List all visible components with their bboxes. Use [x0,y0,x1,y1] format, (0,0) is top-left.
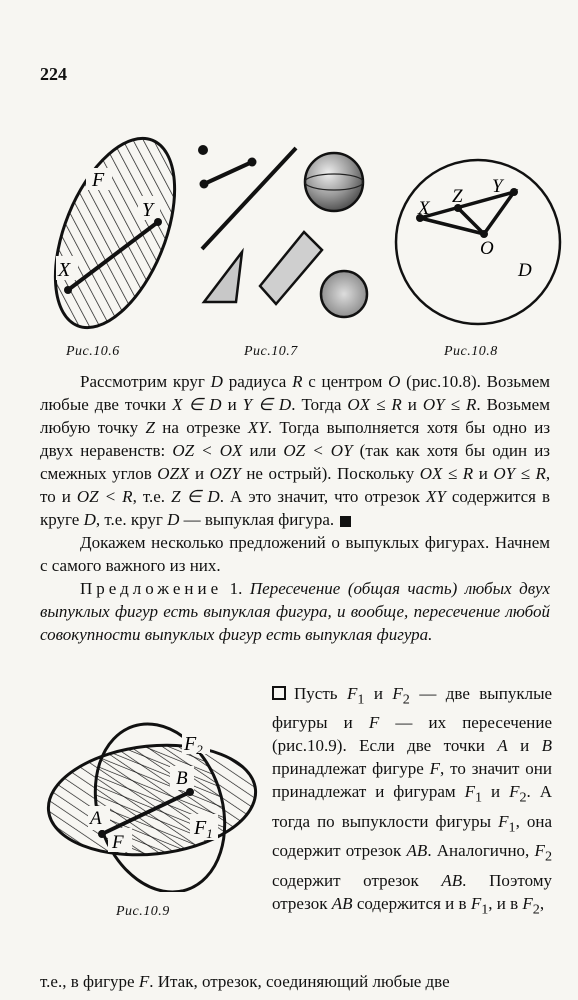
label-f1: $F_1$ [194,817,213,841]
triangle-shape [204,252,242,302]
label-d8: D [518,260,532,281]
label-z8: Z [452,186,463,207]
label-f2: $F_2$ [184,733,203,757]
triangle-xyo [420,192,514,234]
caption-fig-10-8: Рис.10.8 [444,344,498,359]
proposition-1: Предложение 1. Пересечение (общая часть) любых двух выпуклых фигур есть выпуклая фигура, и вообще, пересечение любой совокупности выпуклых фигур есть выпуклая фигура. [40,579,550,644]
caption-fig-10-7: Рис.10.7 [244,344,298,359]
label-f: F [92,169,105,191]
disk-shape [321,271,367,317]
label-x8: X [418,198,430,219]
label-f: F [112,832,124,853]
circle-d [396,160,560,324]
label-y8: Y [492,176,503,197]
parallelogram-shape [260,232,322,304]
label-a: A [90,808,102,829]
label-x: X [58,259,71,281]
last-line: т.е., в фигуре F. Итак, отрезок, соединяющий любые две [40,972,450,991]
proof-block [272,682,552,921]
end-of-proof-icon [340,516,351,527]
figure-10-7 [192,134,382,334]
paragraph-block [40,370,550,646]
proof-text: Пусть $F_1$ и $F_2$ — две выпуклые фигуры и F — их пересечение (рис.10.9). Если две точки A и B принадлежат фигуре F, то значит они принадлежат и фигурам $F_1$ и $F_2$. А тогда по выпуклости фигуры $F_1$, она содержит отрезок AB. Аналогично, $F_2$ содержит отрезок AB. Поэтому отрезок AB содержится и в $F_1$, и в $F_2$, [272,684,553,917]
page-number: 224 [40,64,67,84]
label-b: B [176,768,188,789]
figure-10-8 [392,142,564,332]
convex-ellipse [40,128,190,338]
caption-fig-10-6: Рис.10.6 [66,344,120,359]
caption-fig-10-9: Рис.10.9 [116,904,170,919]
label-y: Y [142,199,154,221]
segment-shape [204,162,252,184]
figure-10-6 [40,128,190,338]
sphere-shape [305,153,363,211]
label-o8: O [480,238,494,259]
figure-10-9 [36,720,268,892]
proof-start-icon [272,686,286,700]
paragraph-2: Докажем несколько предложений о выпуклых фигурах. Начнем с самого важного из них. [40,533,550,575]
paragraph-1: Рассмотрим круг D радиуса R с центром O (рис.10.8). Возьмем любые две точки X ∈ D и Y ∈ D. Тогда OX ≤ R и OY ≤ R. Возьмем любую точку Z на отрезке XY. Тогда выполняется хотя бы одно из двух неравенств: OZ < OX или OZ < OY (так как хотя бы один из смежных углов OZX и OZY не острый). Поскольку OX ≤ R и OY ≤ R, то и OZ < R, т.е. Z ∈ D. А это значит, что отрезок XY содержится в круге D, т.е. круг D — выпуклая фигура. [40,372,551,529]
